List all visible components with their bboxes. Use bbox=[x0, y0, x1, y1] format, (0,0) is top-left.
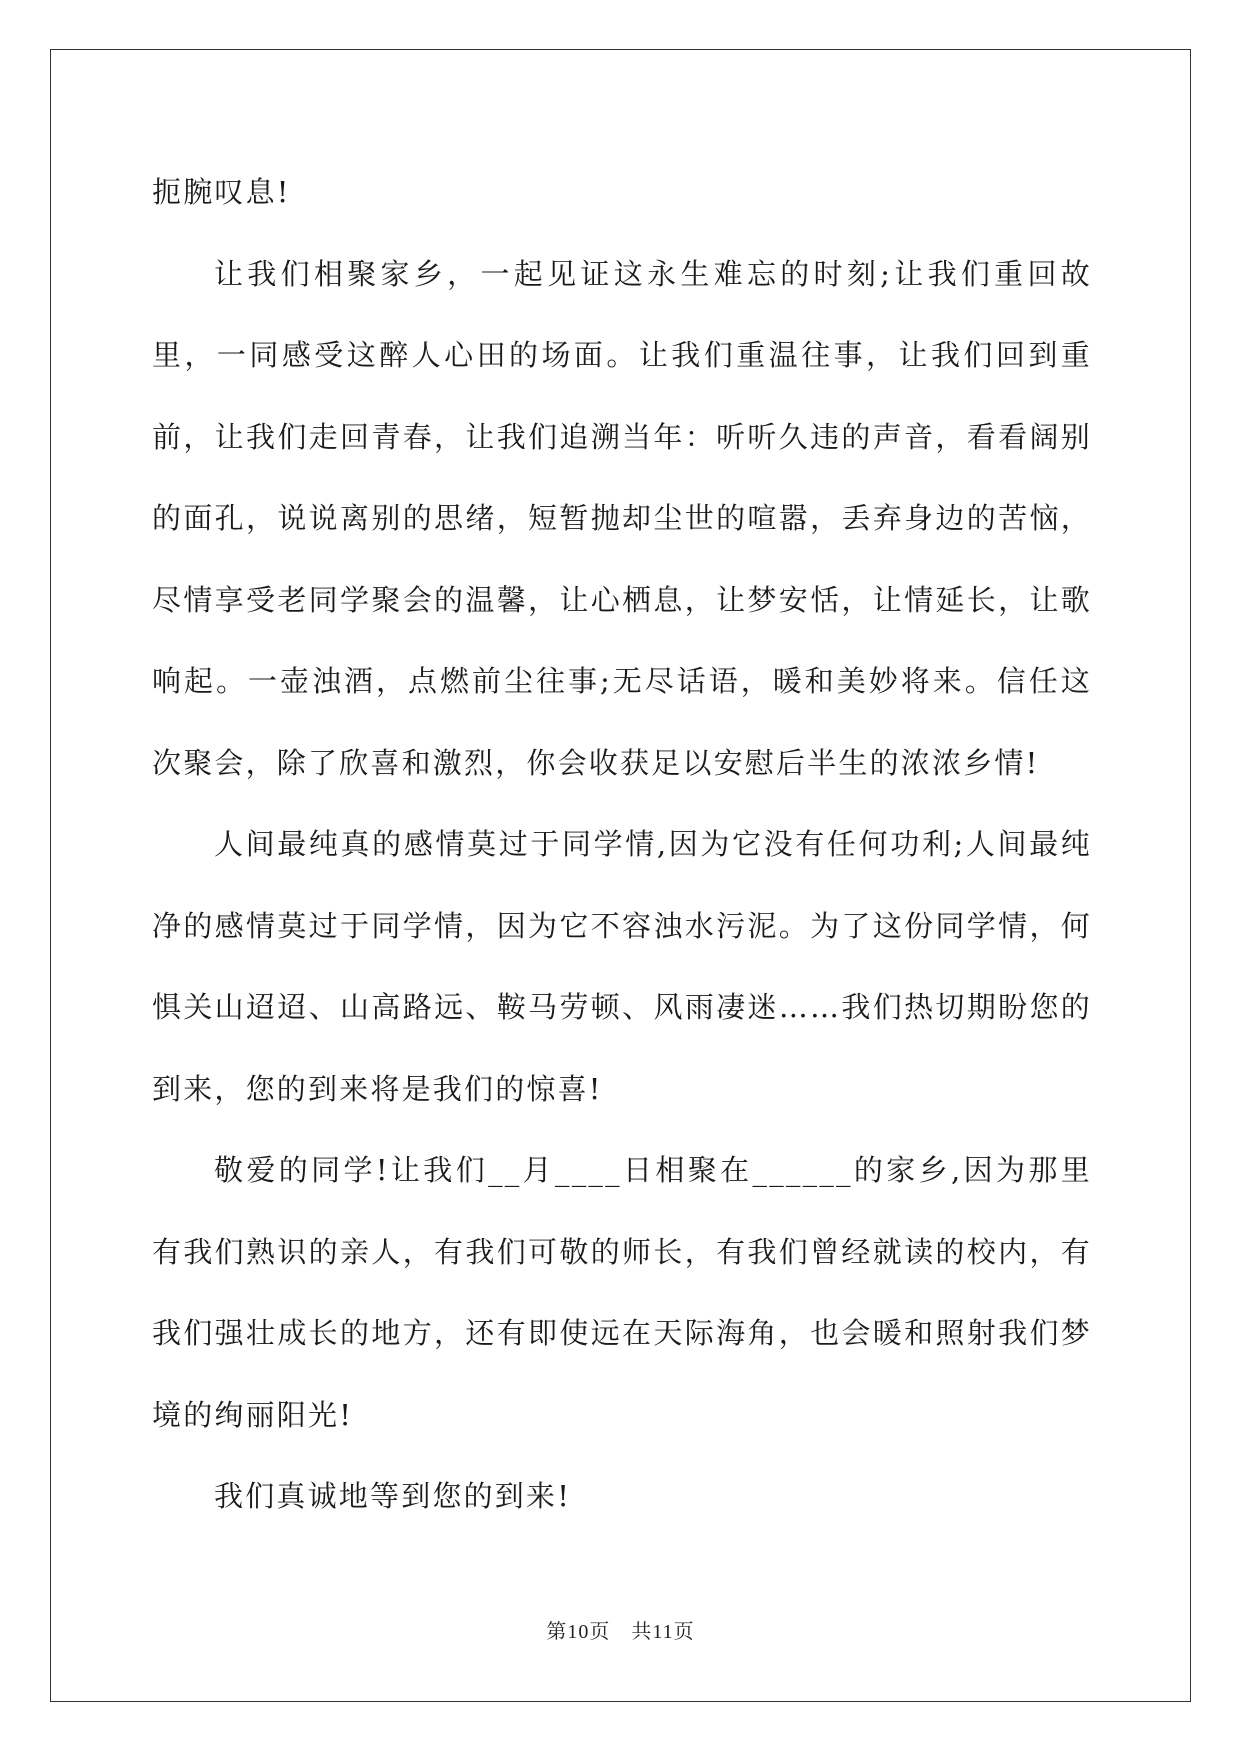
page-label-suffix: 页 bbox=[673, 1619, 695, 1643]
document-body bbox=[152, 152, 1092, 1538]
total-pages-number: 11 bbox=[652, 1621, 674, 1643]
paragraph: 敬爱的同学!让我们__月____日相聚在______的家乡,因为那里有我们熟识的亲人，有我们可敬的师长，有我们曾经就读的校内，有我们强壮成长的地方，还有即使远在天际海角，也会暖和照射我们梦境的绚丽阳光! bbox=[152, 1153, 1092, 1432]
page-label-mid: 页 共 bbox=[589, 1619, 653, 1643]
page-footer bbox=[0, 1615, 1241, 1644]
paragraph: 扼腕叹息! bbox=[152, 175, 291, 209]
page-label-prefix: 第 bbox=[546, 1619, 568, 1643]
paragraph: 我们真诚地等到您的到来! bbox=[214, 1479, 572, 1513]
paragraph: 让我们相聚家乡，一起见证这永生难忘的时刻;让我们重回故里，一同感受这醉人心田的场面。让我们重温往事，让我们回到重前，让我们走回青春，让我们追溯当年：听听久违的声音，看看阔别的面孔，说说离别的思绪，短暂抛却尘世的喧嚣，丢弃身边的苦恼，尽情享受老同学聚会的温馨，让心栖息，让梦安恬，让情延长，让歌响起。一壶浊酒，点燃前尘往事;无尽话语，暖和美妙将来。信任这次聚会，除了欣喜和激烈，你会收获足以安慰后半生的浓浓乡情! bbox=[152, 256, 1092, 780]
paragraph: 人间最纯真的感情莫过于同学情,因为它没有任何功利;人间最纯净的感情莫过于同学情，因为它不容浊水污泥。为了这份同学情，何惧关山迢迢、山高路远、鞍马劳顿、风雨凄迷……我们热切期盼您的到来，您的到来将是我们的惊喜! bbox=[152, 827, 1092, 1106]
current-page-number: 10 bbox=[567, 1621, 590, 1643]
